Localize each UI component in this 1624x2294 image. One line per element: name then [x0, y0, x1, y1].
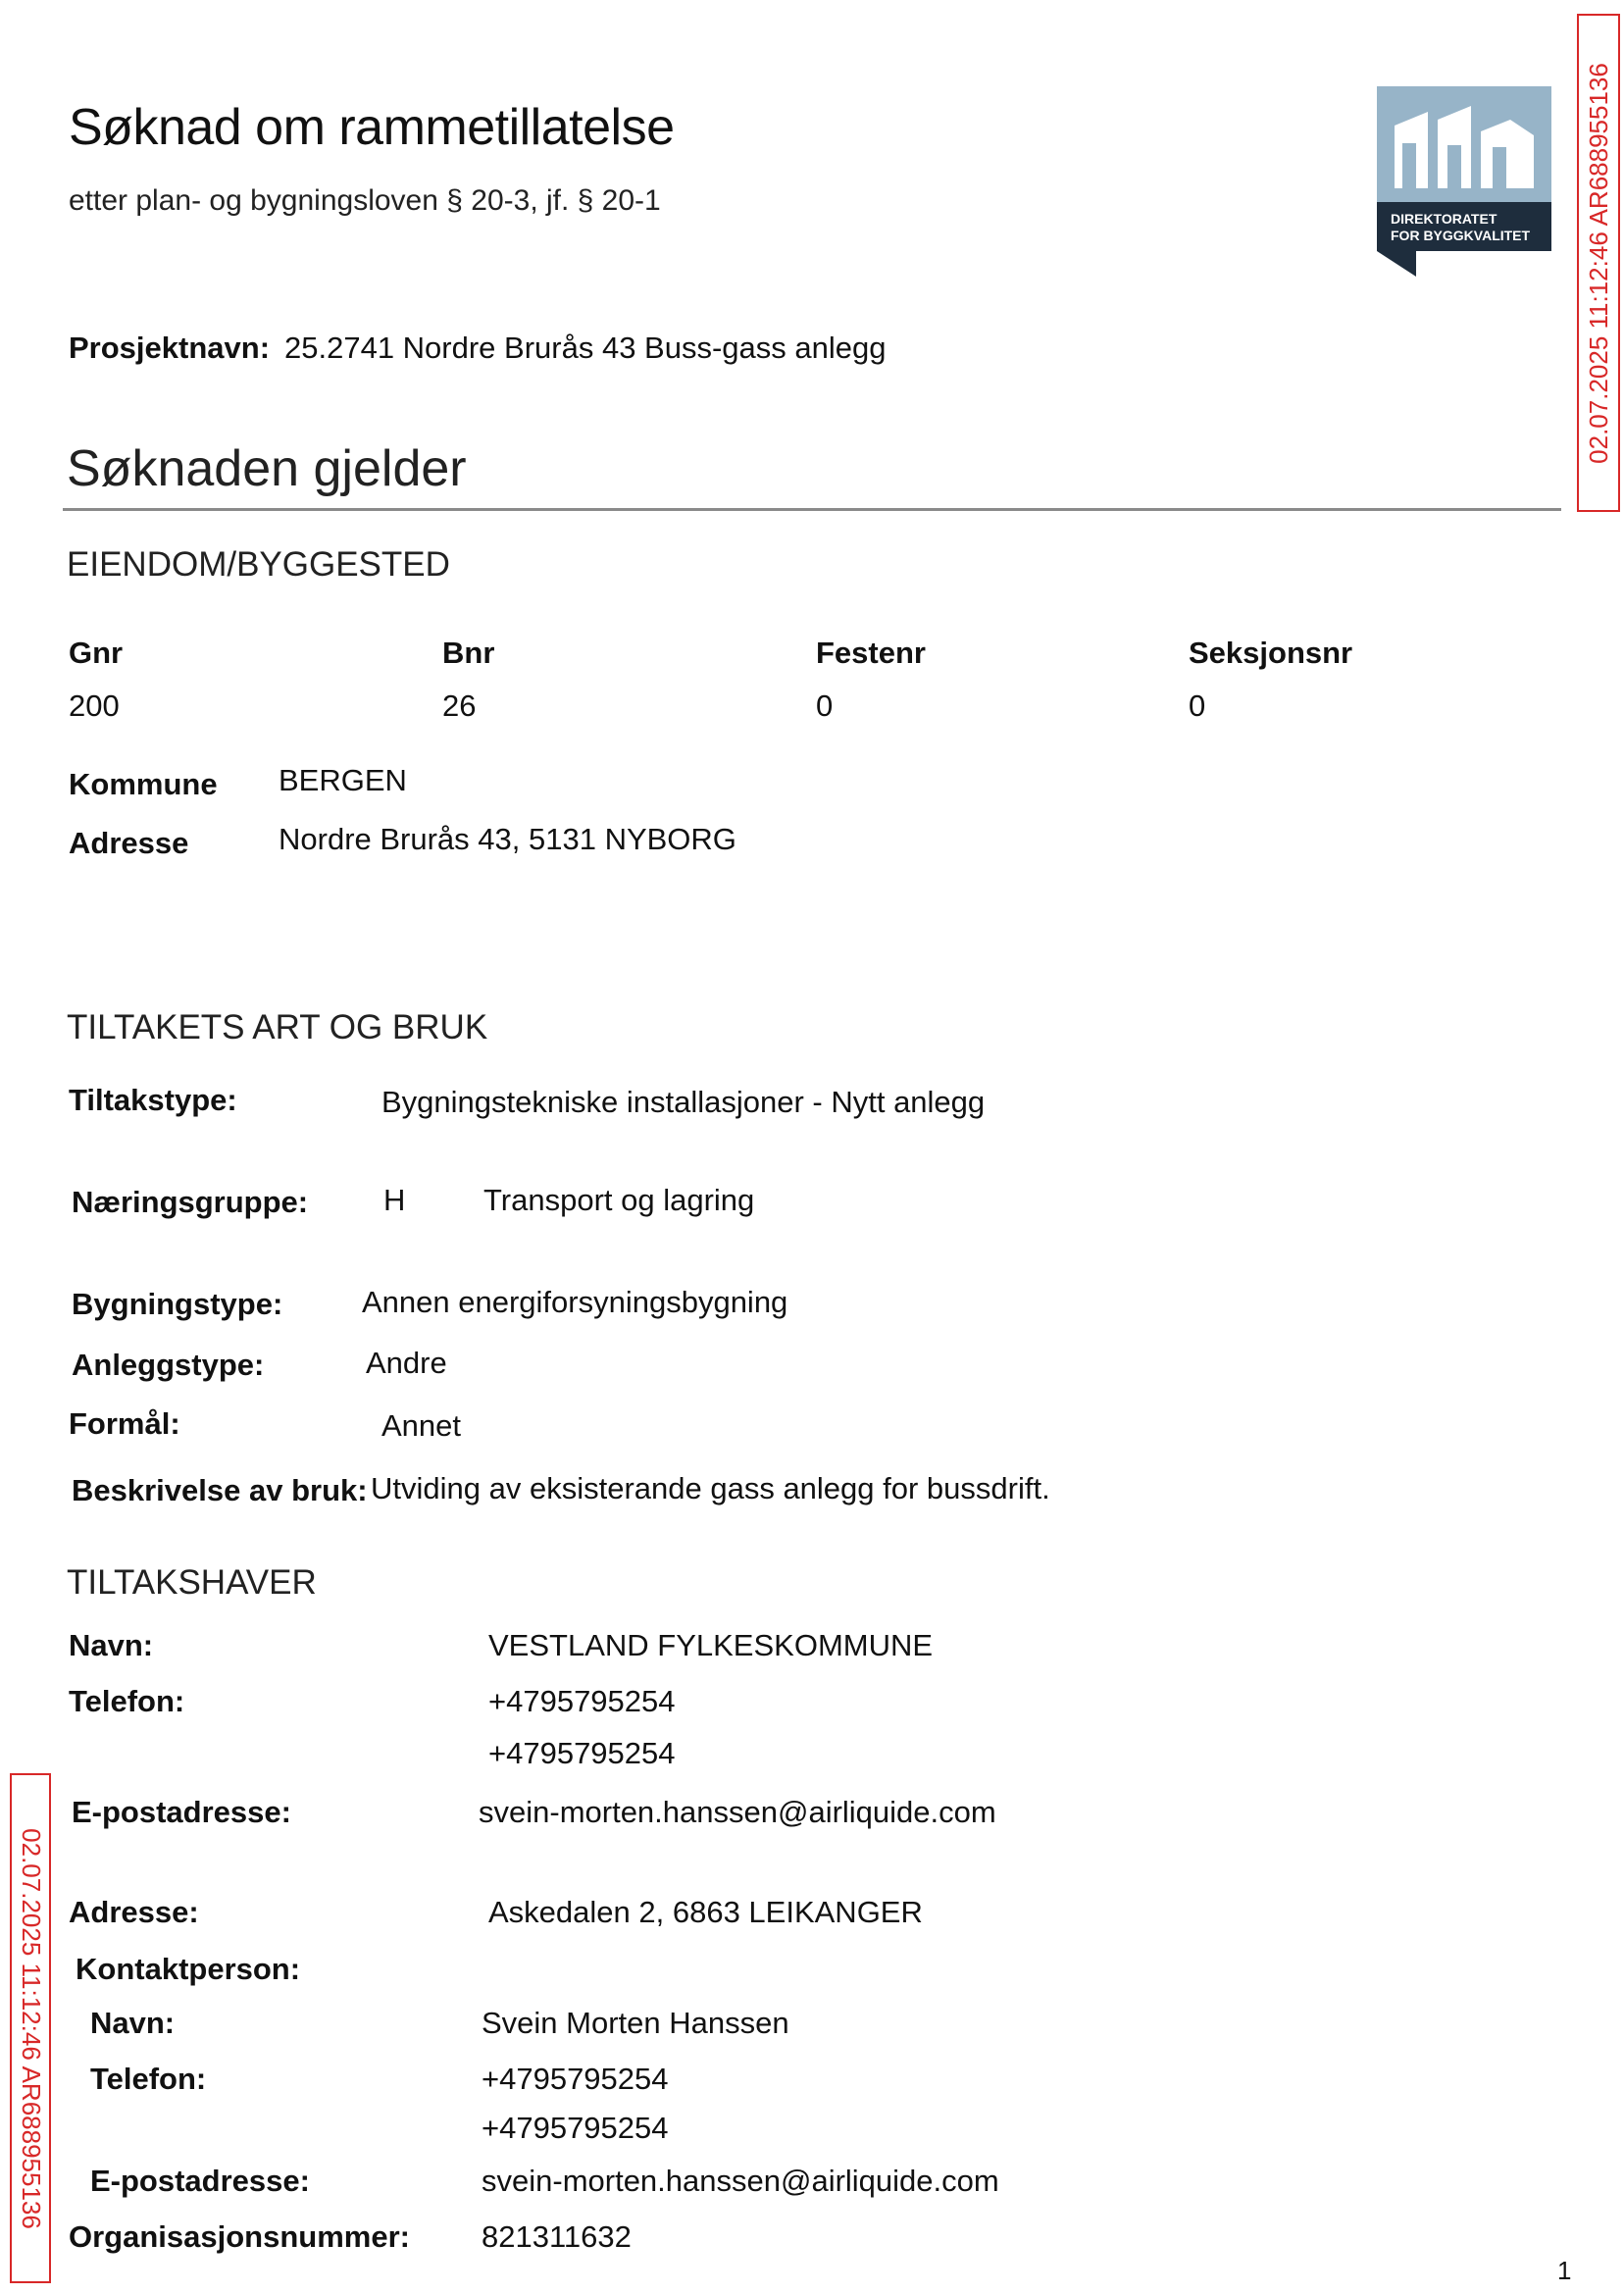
bnr-label: Bnr — [442, 636, 495, 670]
project-value: 25.2741 Nordre Brurås 43 Buss-gass anlegg — [284, 331, 887, 365]
bnr-value: 26 — [442, 688, 477, 723]
festenr-value: 0 — [816, 688, 834, 723]
tiltakshaver-telefon-value-2: +4795795254 — [488, 1736, 676, 1770]
project-label: Prosjektnavn: — [69, 331, 271, 365]
kontakt-navn-value: Svein Morten Hanssen — [482, 2006, 789, 2040]
tiltakshaver-navn-value: VESTLAND FYLKESKOMMUNE — [488, 1628, 934, 1662]
kontaktperson-label: Kontaktperson: — [76, 1952, 301, 1986]
naeringsgruppe-code: H — [383, 1183, 406, 1217]
naeringsgruppe-value: Transport og lagring — [483, 1183, 755, 1217]
anleggstype-label: Anleggstype: — [72, 1348, 265, 1382]
tiltakshaver-navn-label: Navn: — [69, 1628, 154, 1662]
adresse-value: Nordre Brurås 43, 5131 NYBORG — [279, 822, 736, 856]
kontakt-navn-label: Navn: — [90, 2006, 176, 2040]
formal-label: Formål: — [69, 1406, 180, 1441]
kommune-label: Kommune — [69, 767, 218, 801]
naeringsgruppe-label: Næringsgruppe: — [72, 1185, 309, 1219]
archive-stamp-left: 02.07.2025 11:12:46 AR688955136 — [10, 1773, 51, 2283]
tiltakshaver-heading: TILTAKSHAVER — [67, 1563, 317, 1602]
festenr-label: Festenr — [816, 636, 926, 670]
section-title: Søknaden gjelder — [67, 440, 467, 497]
tiltakshaver-adresse-value: Askedalen 2, 6863 LEIKANGER — [488, 1895, 923, 1929]
kontakt-telefon-value-1: +4795795254 — [482, 2062, 669, 2096]
tiltak-heading: TILTAKETS ART OG BRUK — [67, 1008, 488, 1046]
beskrivelse-label: Beskrivelse av bruk: — [72, 1473, 368, 1507]
eiendom-heading: EIENDOM/BYGGESTED — [67, 545, 450, 584]
kommune-value: BERGEN — [279, 763, 407, 797]
section-divider — [63, 508, 1561, 511]
tiltakshaver-epost-value: svein-morten.hanssen@airliquide.com — [479, 1795, 996, 1829]
gnr-value: 200 — [69, 688, 120, 723]
formal-value: Annet — [381, 1408, 462, 1443]
kontakt-epost-value: svein-morten.hanssen@airliquide.com — [482, 2164, 999, 2198]
adresse-label: Adresse — [69, 826, 189, 860]
tiltakstype-label: Tiltakstype: — [69, 1083, 237, 1117]
page-number: 1 — [1557, 2256, 1572, 2285]
beskrivelse-value: Utviding av eksisterande gass anlegg for bussdrift. — [371, 1471, 1050, 1505]
document-subtitle: etter plan- og bygningsloven § 20-3, jf. § 20-1 — [69, 184, 661, 217]
document-title: Søknad om rammetillatelse — [69, 99, 675, 156]
archive-stamp-top: 02.07.2025 11:12:46 AR688955136 — [1577, 14, 1620, 512]
dibk-logo-icon — [1377, 86, 1551, 277]
tiltakshaver-adresse-label: Adresse: — [69, 1895, 199, 1929]
tiltakshaver-epost-label: E-postadresse: — [72, 1795, 291, 1829]
tiltakshaver-telefon-label: Telefon: — [69, 1684, 185, 1718]
organisasjonsnummer-value: 821311632 — [482, 2219, 632, 2254]
bygningstype-value: Annen energiforsyningsbygning — [362, 1285, 788, 1319]
tiltakstype-value: Bygningstekniske installasjoner - Nytt anlegg — [381, 1085, 986, 1119]
bygningstype-label: Bygningstype: — [72, 1287, 283, 1321]
tiltakshaver-telefon-value-1: +4795795254 — [488, 1684, 676, 1718]
seksjonsnr-label: Seksjonsnr — [1189, 636, 1353, 670]
kontakt-epost-label: E-postadresse: — [90, 2164, 310, 2198]
logo-text-line1: DIREKTORATET — [1391, 211, 1497, 227]
kontakt-telefon-label: Telefon: — [90, 2062, 207, 2096]
anleggstype-value: Andre — [366, 1346, 447, 1380]
dibk-logo — [1377, 86, 1551, 277]
organisasjonsnummer-label: Organisasjonsnummer: — [69, 2219, 410, 2254]
seksjonsnr-value: 0 — [1189, 688, 1206, 723]
logo-text-line2: FOR BYGGKVALITET — [1391, 228, 1531, 243]
kontakt-telefon-value-2: +4795795254 — [482, 2111, 669, 2145]
gnr-label: Gnr — [69, 636, 124, 670]
